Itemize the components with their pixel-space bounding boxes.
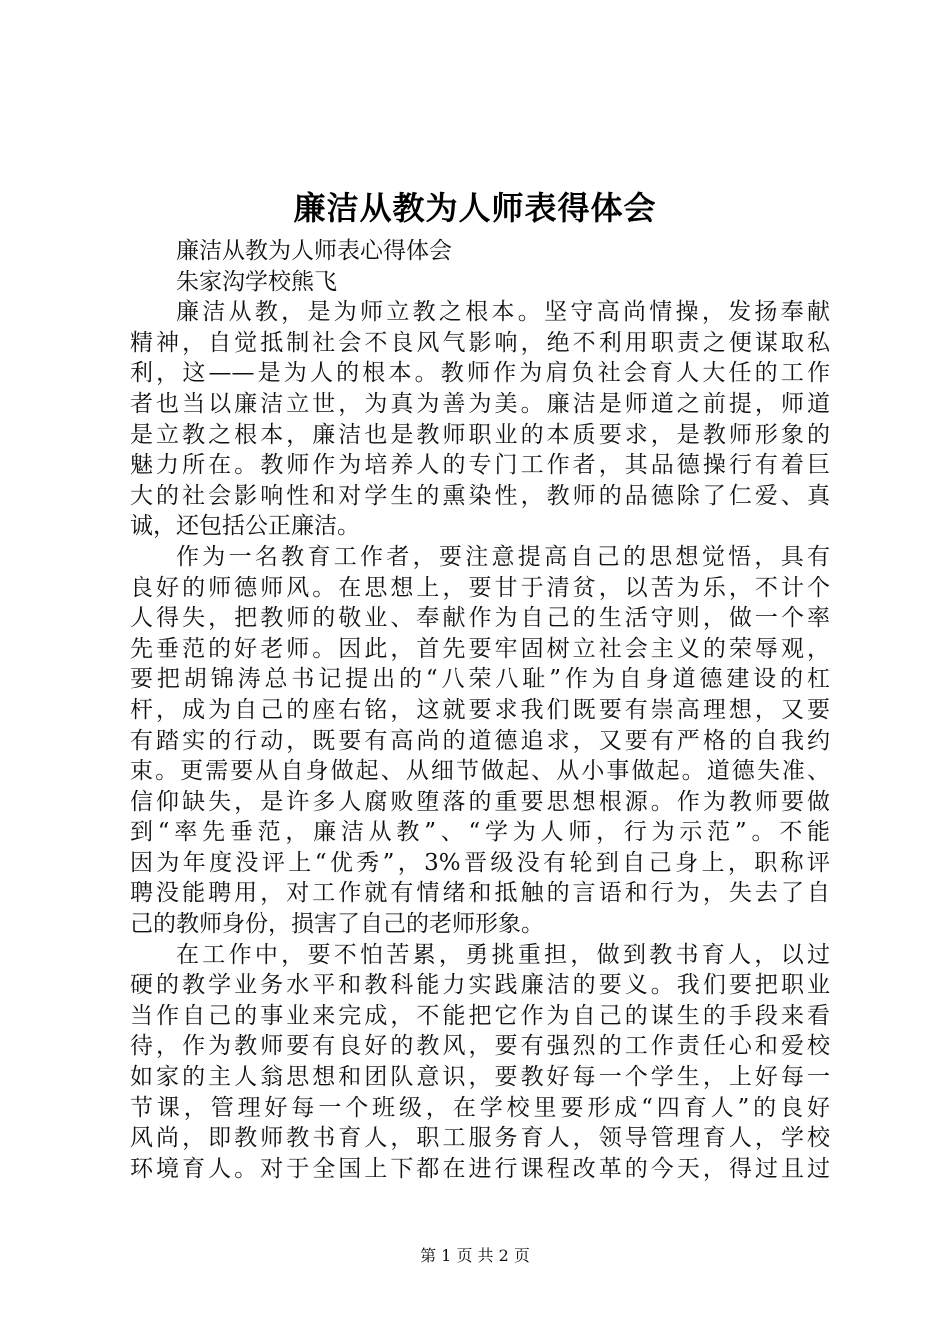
paragraph-line: 在工作中，要不怕苦累，勇挑重担，做到教书育人，以过 xyxy=(176,941,830,968)
paragraph-line: 者也当以廉洁立世，为真为善为美。廉洁是师道之前提，师道 xyxy=(130,390,830,417)
paragraph-line: 待，作为教师要有良好的教风，要有强烈的工作责任心和爱校 xyxy=(130,1033,830,1060)
page-number-footer: 第 1 页 共 2 页 xyxy=(420,1246,530,1265)
paragraph-line: 作为一名教育工作者，要注意提高自己的思想觉悟，具有 xyxy=(176,543,830,570)
paragraph-line: 束。更需要从自身做起、从细节做起、从小事做起。道德失准、 xyxy=(130,758,830,785)
paragraph-line: 先垂范的好老师。因此，首先要牢固树立社会主义的荣辱观， xyxy=(130,635,830,662)
paragraph-line: 大的社会影响性和对学生的熏染性，教师的品德除了仁爱、真 xyxy=(130,482,830,509)
paragraph-line: 诚，还包括公正廉洁。 xyxy=(130,513,360,540)
paragraph-line: 魅力所在。教师作为培养人的专门工作者，其品德操行有着巨 xyxy=(130,452,830,479)
paragraph-line: 硬的教学业务水平和教科能力实践廉洁的要义。我们要把职业 xyxy=(130,972,830,999)
author-line: 朱家沟学校熊飞 xyxy=(176,268,337,295)
paragraph-line: 风尚，即教师教书育人，职工服务育人，领导管理育人，学校 xyxy=(130,1125,830,1152)
paragraph-line: 良好的师德师风。在思想上，要甘于清贫，以苦为乐，不计个 xyxy=(130,574,830,601)
paragraph-line: 环境育人。对于全国上下都在进行课程改革的今天，得过且过 xyxy=(130,1155,830,1182)
document-body xyxy=(130,236,830,1184)
paragraph-line: 到“率先垂范，廉洁从教”、“学为人师，行为示范”。不能 xyxy=(130,819,830,846)
paragraph-line: 杆，成为自己的座右铭，这就要求我们既要有崇高理想，又要 xyxy=(130,696,830,723)
paragraph-line: 信仰缺失，是许多人腐败堕落的重要思想根源。作为教师要做 xyxy=(130,788,830,815)
paragraph-line: 如家的主人翁思想和团队意识，要教好每一个学生，上好每一 xyxy=(130,1064,830,1091)
subtitle-line: 廉洁从教为人师表心得体会 xyxy=(176,238,452,264)
paragraph-line: 聘没能聘用，对工作就有情绪和抵触的言语和行为，失去了自 xyxy=(130,880,830,907)
document-title: 廉洁从教为人师表得体会 xyxy=(293,189,657,227)
paragraph-line: 是立教之根本，廉洁也是教师职业的本质要求，是教师形象的 xyxy=(130,421,830,448)
paragraph-line: 要把胡锦涛总书记提出的“八荣八耻”作为自身道德建设的杠 xyxy=(130,666,830,693)
paragraph-line: 廉洁从教，是为师立教之根本。坚守高尚情操，发扬奉献 xyxy=(176,299,830,326)
paragraph-line: 利，这——是为人的根本。教师作为肩负社会育人大任的工作 xyxy=(130,360,830,387)
paragraph-line: 当作自己的事业来完成，不能把它作为自己的谋生的手段来看 xyxy=(130,1002,830,1029)
paragraph-line: 人得失，把教师的敬业、奉献作为自己的生活守则，做一个率 xyxy=(130,605,830,632)
paragraph-line: 己的教师身份，损害了自己的老师形象。 xyxy=(130,911,544,938)
paragraph-line: 有踏实的行动，既要有高尚的道德追求，又要有严格的自我约 xyxy=(130,727,830,754)
paragraph-line: 因为年度没评上“优秀”，3%晋级没有轮到自己身上，职称评 xyxy=(130,849,830,876)
paragraph-line: 精神，自觉抵制社会不良风气影响，绝不利用职责之便谋取私 xyxy=(130,329,830,356)
paragraph-line: 节课，管理好每一个班级，在学校里要形成“四育人”的良好 xyxy=(130,1094,830,1121)
